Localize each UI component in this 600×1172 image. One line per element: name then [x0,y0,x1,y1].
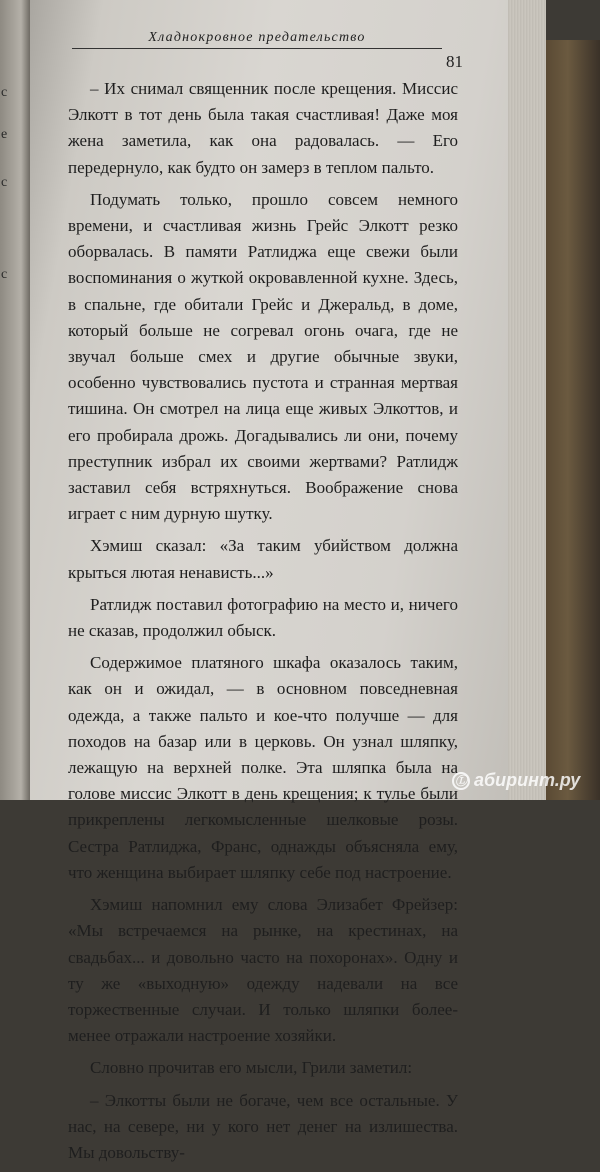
left-page [0,0,30,800]
paragraph: Содержимое платяного шкафа оказалось таким, как он и ожидал, — в основном повседневная одежда, а также пальто и кое-что получше — для походов на базар или в церковь. Он узнал шляпку, лежащую на верхней полке. Эта шляпка была на голове миссис Элкотт в день крещения; к тулье были прикреплены легкомысленные шелковые розы. Сестра Ратлиджа, Франс, однажды объясняла ему, что женщина выбирает шляпку себе под настроение. [68,653,458,882]
page-body [68,76,458,1172]
left-page-fragment: с [1,267,8,282]
left-page-fragment: е [1,127,8,142]
labirint-logo-icon: Ⓛ [452,772,470,790]
running-title: Хладнокровное предательство [72,30,442,49]
left-page-fragment: с [1,175,8,190]
page-stack-edge [508,0,546,800]
page-number: 81 [446,52,463,71]
paragraph: Подумать только, прошло совсем немного времени, и счастливая жизнь Грейс Элкотт резко оборвалась. В памяти Ратлиджа еще свежи были воспоминания о жуткой окровавленной кухне. Здесь, в спальне, где обитали Грейс и Джеральд, в доме, который больше не согревал огонь очага, где не звучал больше смех и другие обычные звуки, особенно чувствовались пустота и странная мертвая тишина. Он смотрел на лица еще живых Элкоттов, и его пробирала дрожь. Догадывались ли они, почему преступник избрал их своими жертвами? Ратлидж заставил себя встряхнуться. Воображение снова играет с ним дурную шутку. [68,189,458,524]
paragraph: – Элкотты были не богаче, чем все остальные. У нас, на севере, ни у кого нет денег на излишества. Мы довольству- [68,1090,458,1162]
paragraph: Ратлидж поставил фотографию на место и, ничего не сказав, продолжил обыск. [68,594,458,641]
left-page-fragment: с [1,85,8,100]
paragraph: – Их снимал священник после крещения. Миссис Элкотт в тот день была такая счастливая! Даже моя жена заметила, как она радовалась. — Его передернуло, как будто он замерз в теплом пальто. [68,79,458,177]
watermark-text: абиринт.ру [474,770,581,790]
labirint-watermark [452,770,580,791]
paragraph: Словно прочитав его мысли, Грили заметил: [90,1058,413,1078]
book-cover-edge [546,40,600,800]
paragraph: Хэмиш напомнил ему слова Элизабет Фрейзер: «Мы встречаемся на рынке, на крестинах, на свадьбах... и довольно часто на похоронах». Одну и ту же «выходную» одежду надевали на все торжественные случаи. И только шляпки более-менее отражали настроение хозяйки. [68,895,458,1046]
paragraph: Хэмиш сказал: «За таким убийством должна крыться лютая ненависть...» [68,536,458,582]
